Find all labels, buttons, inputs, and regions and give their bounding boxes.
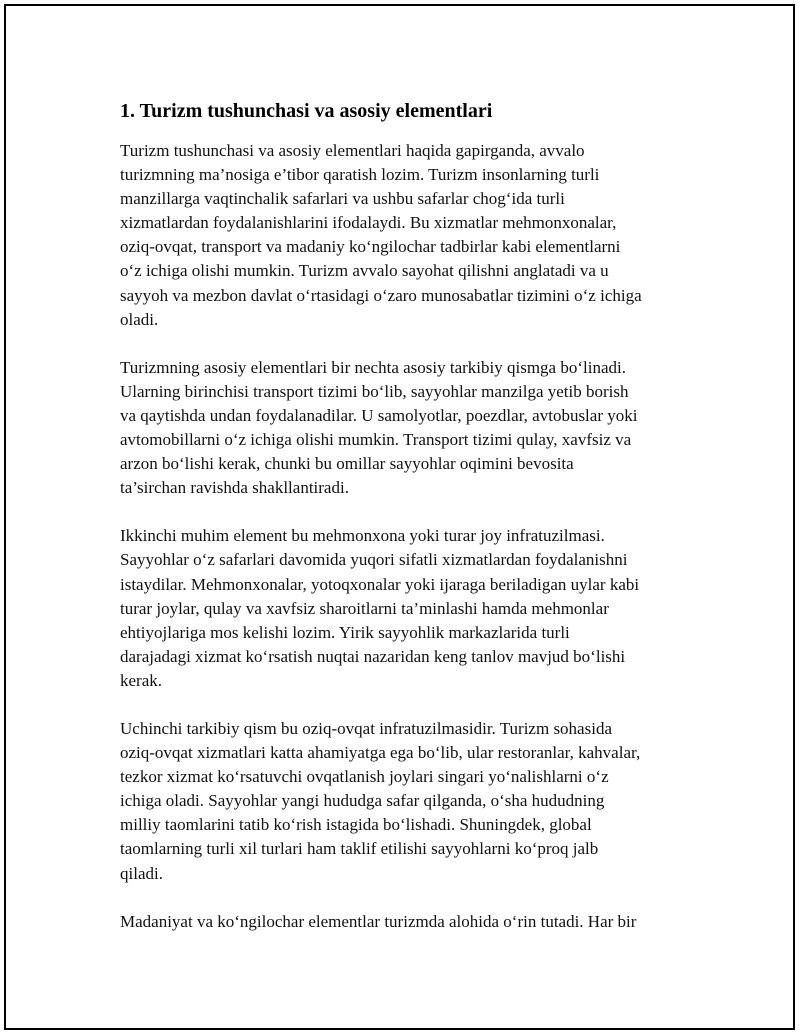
text-line: o‘z ichiga olishi mumkin. Turizm avvalo sayohat qilishni anglatadi va u	[120, 261, 609, 281]
paragraph-1	[120, 139, 700, 332]
text-line: milliy taomlarini tatib ko‘rish istagida bo‘lishadi. Shuningdek, global	[120, 815, 592, 835]
paragraph-3	[120, 524, 700, 693]
text-line: ichiga oladi. Sayyohlar yangi hududga safar qilganda, o‘sha hududning	[120, 791, 605, 811]
text-line: arzon bo‘lishi kerak, chunki bu omillar sayyohlar oqimini bevosita	[120, 454, 574, 474]
text-line: oziq-ovqat xizmatlari katta ahamiyatga ega bo‘lib, ular restoranlar, kahvalar,	[120, 743, 641, 763]
section-heading: 1. Turizm tushunchasi va asosiy elementlari	[120, 100, 493, 122]
text-line: ta’sirchan ravishda shakllantiradi.	[120, 478, 349, 498]
text-line: taomlarning turli xil turlari ham taklif etilishi sayyohlarni ko‘proq jalb	[120, 839, 599, 859]
text-line: turizmning ma’nosiga e’tibor qaratish lozim. Turizm insonlarning turli	[120, 165, 600, 185]
text-line: darajadagi xizmat ko‘rsatish nuqtai nazaridan keng tanlov mavjud bo‘lishi	[120, 646, 626, 666]
text-line: Uchinchi tarkibiy qism bu oziq-ovqat infratuzilmasidir. Turizm sohasida	[120, 718, 612, 738]
text-line: qiladi.	[120, 863, 163, 883]
text-line: istaydilar. Mehmonxonalar, yotoqxonalar yoki ijaraga beriladigan uylar kabi	[120, 574, 640, 594]
text-line: va qaytishda undan foydalanadilar. U samolyotlar, poezdlar, avtobuslar yoki	[120, 405, 638, 425]
text-line: oladi.	[120, 309, 159, 329]
text-line: avtomobillarni o‘z ichiga olishi mumkin. Transport tizimi qulay, xavfsiz va	[120, 430, 632, 450]
text-line: Ikkinchi muhim element bu mehmonxona yoki turar joy infratuzilmasi.	[120, 526, 605, 546]
text-line: ehtiyojlariga mos kelishi lozim. Yirik sayyohlik markazlarida turli	[120, 622, 570, 642]
text-line: Turizm tushunchasi va asosiy elementlari haqida gapirganda, avvalo	[120, 141, 585, 160]
text-line: turar joylar, qulay va xavfsiz sharoitlarni ta’minlashi hamda mehmonlar	[120, 598, 609, 618]
text-line: Madaniyat va ko‘ngilochar elementlar turizmda alohida o‘rin tutadi. Har bir	[120, 911, 637, 931]
text-line: kerak.	[120, 670, 163, 690]
text-line: Sayyohlar o‘z safarlari davomida yuqori sifatli xizmatlardan foydalanishni	[120, 550, 628, 570]
text-line: manzillarga vaqtinchalik safarlari va ushbu safarlar chog‘ida turli	[120, 189, 565, 209]
text-line: xizmatlardan foydalanishlarini ifodalaydi. Bu xizmatlar mehmonxonalar,	[120, 213, 617, 233]
text-line: sayyoh va mezbon davlat o‘rtasidagi o‘zaro munosabatlar tizimini o‘z ichiga	[120, 285, 642, 305]
text-line: tezkor xizmat ko‘rsatuvchi ovqatlanish joylari singari yo‘nalishlarni o‘z	[120, 767, 609, 787]
paragraph-2	[120, 356, 700, 501]
paragraph-5	[120, 910, 700, 934]
text-line: oziq-ovqat, transport va madaniy ko‘ngilochar tadbirlar kabi elementlarni	[120, 237, 621, 257]
paragraph-4	[120, 717, 700, 886]
text-line: Turizmning asosiy elementlari bir nechta asosiy tarkibiy qismga bo‘linadi.	[120, 357, 626, 377]
page-frame	[4, 4, 795, 1030]
text-line: Ularning birinchisi transport tizimi bo‘lib, sayyohlar manzilga yetib borish	[120, 381, 629, 401]
document-body	[120, 98, 700, 958]
